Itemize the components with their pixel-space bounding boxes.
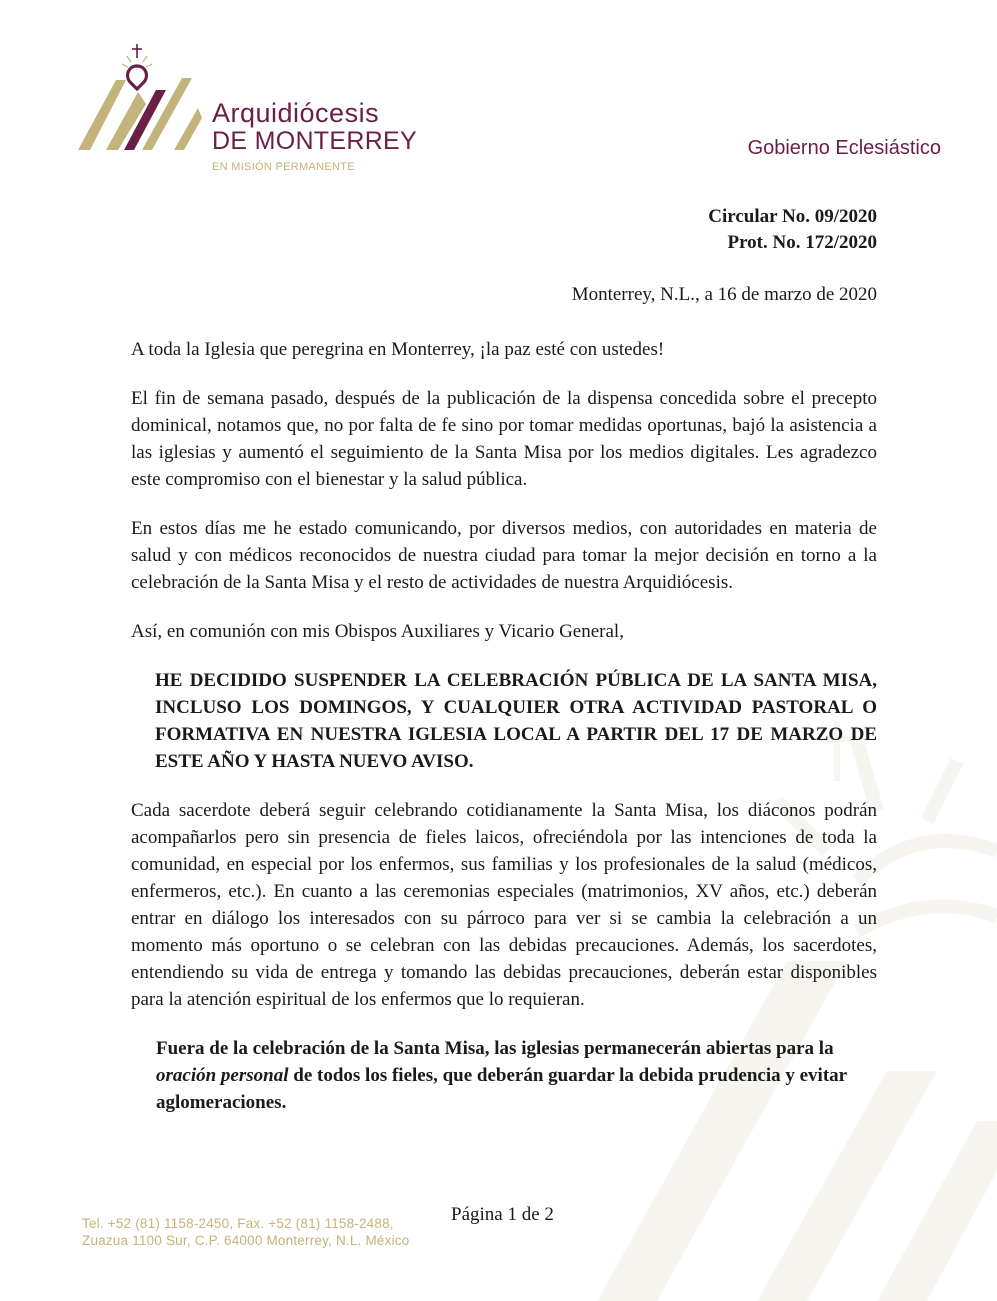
paragraph-2: En estos días me he estado comunicando, por diversos medios, con autoridades en materia de salud y con médicos reconocidos de nuestra ciudad para tomar la mejor decisión en torno a la celebración de la Santa Misa y el resto de actividades de nuestra Arquidiócesis. bbox=[131, 518, 877, 593]
footer-address: Zuazua 1100 Sur, C.P. 64000 Monterrey, N.L. México bbox=[82, 1233, 410, 1248]
organization-name bbox=[212, 100, 417, 173]
greeting: A toda la Iglesia que peregrina en Monterrey, ¡la paz esté con ustedes! bbox=[131, 339, 665, 360]
department-label: Gobierno Eclesiástico bbox=[747, 137, 941, 159]
date-line: Monterrey, N.L., a 16 de marzo de 2020 bbox=[571, 284, 877, 305]
footer-contact bbox=[82, 1215, 409, 1249]
footer-phone: Tel. +52 (81) 1158-2450, Fax. +52 (81) 1158-2488, bbox=[82, 1216, 394, 1231]
logo-mark-icon bbox=[78, 42, 228, 157]
paragraph-4: Cada sacerdote deberá seguir celebrando cotidianamente la Santa Misa, los diáconos podrán acompañarlos pero sin presencia de fieles laicos, ofreciéndola por las intenciones de toda la comunidad, en especial por los enfermos, sus familias y los profesionales de la salud (médicos, enfermeros, etc.). En cuanto a las ceremonias especiales (matrimonios, XV años, etc.) deberán entrar en diálogo los interesados con su párroco para ver si se cambia la celebración a un momento más oportuno o se celebran con las debidas precauciones. Además, los sacerdotes, entendiendo su vida de entrega y tomando las debidas precauciones, deberán estar disponibles para la atención espiritual de los enfermos que lo requieran. bbox=[131, 800, 877, 1010]
highlight-text-b: de todos los fieles, que deberán guardar la debida prudencia y evitar aglomeraciones. bbox=[156, 1065, 847, 1113]
page-number: Página 1 de 2 bbox=[451, 1204, 554, 1225]
org-name-line2: DE MONTERREY bbox=[212, 127, 418, 155]
highlight-paragraph bbox=[156, 1035, 856, 1116]
protocol-number: Prot. No. 172/2020 bbox=[727, 232, 877, 253]
org-name-line1: Arquidiócesis bbox=[212, 98, 380, 128]
paragraph-1: El fin de semana pasado, después de la publicación de la dispensa concedida sobre el precepto dominical, notamos que, no por falta de fe sino por tomar medidas oportunas, bajó la asistencia a las iglesias y aumentó el seguimiento de la Santa Misa por los medios digitales. Les agradezco este compromiso con el bienestar y la salud pública. bbox=[131, 388, 877, 490]
highlight-emphasis: oración personal bbox=[156, 1065, 289, 1086]
highlight-text-a: Fuera de la celebración de la Santa Misa, las iglesias permanecerán abiertas para la bbox=[156, 1038, 834, 1059]
letter-body bbox=[131, 336, 877, 1116]
org-tagline: EN MISIÓN PERMANENTE bbox=[212, 161, 355, 173]
paragraph-3: Así, en comunión con mis Obispos Auxiliares y Vicario General, bbox=[131, 621, 624, 642]
cross-icon bbox=[132, 44, 142, 58]
decision-statement: HE DECIDIDO SUSPENDER LA CELEBRACIÓN PÚBLICA DE LA SANTA MISA, INCLUSO LOS DOMINGOS, Y CUALQUIER OTRA ACTIVIDAD PASTORAL O FORMATIVA EN NUESTRA IGLESIA LOCAL A PARTIR DEL 17 DE MARZO DE ESTE AÑO Y HASTA NUEVO AVISO. bbox=[155, 670, 877, 772]
reference-block bbox=[708, 204, 877, 256]
circular-number: Circular No. 09/2020 bbox=[708, 206, 877, 227]
